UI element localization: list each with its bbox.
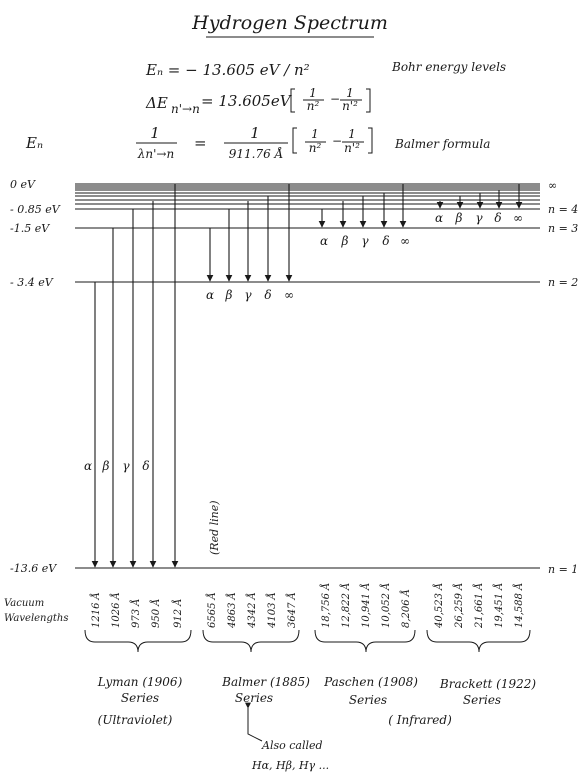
brackett-greek-label: α: [434, 211, 444, 225]
also-called-line2: Hα, Hβ, Hγ ...: [252, 759, 330, 772]
ultraviolet-label: (Ultraviolet): [97, 713, 173, 727]
energy-axis-label: Eₙ: [26, 134, 44, 152]
brackett-wavelength: 21,661 Å: [474, 582, 485, 628]
frac-minus: −: [332, 134, 343, 148]
brackett-greek-label: δ: [494, 211, 502, 225]
lyman-wavelength: 973 Å: [131, 598, 142, 628]
also-called-pointer: [248, 708, 262, 741]
brackett-brace: [427, 630, 530, 652]
lyman-brace: [85, 630, 191, 652]
energy-label: - 0.85 eV: [10, 203, 60, 216]
brackett-wavelength: 40,523 Å: [434, 582, 445, 628]
brackett-greek-label: β: [455, 211, 463, 225]
vacuum-label: Vacuum: [4, 598, 45, 609]
balmer-greek-label: γ: [244, 288, 252, 302]
balmer-rhs-numerator: 1: [250, 124, 260, 142]
frac-minus: −: [330, 92, 341, 106]
lyman-wavelength: 912 Å: [173, 598, 184, 628]
energy-label: 0 eV: [10, 178, 35, 191]
red-line-label: (Red line): [208, 500, 221, 555]
energy-label: - 3.4 eV: [10, 276, 53, 289]
brackett-greek-label: ∞: [513, 211, 523, 225]
frac-numerator: 1: [309, 86, 317, 100]
balmer-formula: [136, 124, 372, 161]
paschen-greek-label: ∞: [400, 234, 410, 248]
energy-label: -1.5 eV: [10, 222, 50, 235]
page-title: Hydrogen Spectrum: [192, 12, 388, 34]
balmer-formula-label: Balmer formula: [395, 137, 491, 151]
lyman-wavelength: 1216 Å: [91, 592, 102, 628]
balmer-greek-label: β: [225, 288, 233, 302]
paschen-brace: [315, 630, 415, 652]
brackett-wavelength: 26,259 Å: [454, 582, 465, 628]
balmer-greek-label: δ: [264, 288, 272, 302]
paschen-greek-label: α: [319, 234, 329, 248]
paschen-greek-label: β: [341, 234, 349, 248]
balmer-wavelength: 4342 Å: [247, 592, 258, 628]
balmer-greek-label: α: [205, 288, 215, 302]
brackett-series-word: Series: [462, 693, 502, 707]
bohr-formula: Eₙ = − 13.605 eV / n²: [146, 61, 310, 79]
lyman-wavelength: 1026 Å: [111, 592, 122, 628]
paschen-greek-label: δ: [382, 234, 390, 248]
n-label: n = 4: [548, 203, 579, 216]
balmer-rhs-denominator: 911.76 Å: [228, 147, 284, 161]
frac-denominator: n²: [306, 99, 320, 113]
delta-e-subscript: n'→n: [171, 102, 200, 116]
balmer-lhs-numerator: 1: [150, 124, 160, 142]
delta-e-symbol: ΔE: [146, 94, 168, 112]
also-called-line1: Also called: [262, 739, 323, 752]
brackett-wavelength: 19,451 Å: [494, 582, 505, 628]
n-label: n = 1: [548, 563, 579, 576]
bohr-label: Bohr energy levels: [392, 60, 507, 74]
lyman-series-word: Series: [120, 691, 160, 705]
balmer-wavelength: 4103 Å: [267, 592, 278, 628]
frac-numerator: 1: [311, 127, 319, 141]
frac-numerator: 1: [346, 86, 354, 100]
paschen-wavelength: 10,941 Å: [361, 582, 372, 628]
frac-numerator: 1: [348, 127, 356, 141]
n-label: ∞: [548, 179, 558, 192]
paschen-series-word: Series: [348, 693, 388, 707]
wavelength-labels: [90, 583, 525, 629]
wavelengths-label: Wavelengths: [4, 613, 69, 624]
balmer-brace: [203, 630, 299, 652]
balmer-equals: =: [194, 134, 207, 152]
transition-labels: [84, 211, 523, 473]
delta-e-rhs: = 13.605eV: [201, 92, 291, 110]
paschen-wavelength: 18,756 Å: [321, 582, 332, 628]
lyman-series-name: Lyman (1906): [97, 675, 183, 689]
paschen-wavelength: 8,206 Å: [401, 588, 412, 628]
balmer-wavelength: 3647 Å: [287, 592, 298, 628]
balmer-wavelength: 6565 Å: [207, 592, 218, 628]
balmer-greek-label: ∞: [284, 288, 294, 302]
paschen-greek-label: γ: [361, 234, 369, 248]
frac-denominator: n'²: [344, 141, 360, 155]
energy-label: -13.6 eV: [10, 562, 57, 575]
lyman-greek-label: α: [83, 459, 93, 473]
frac-denominator: n²: [308, 141, 322, 155]
brackett-series-name: Brackett (1922): [439, 677, 537, 691]
lyman-greek-label: δ: [142, 459, 150, 473]
balmer-series-word: Series: [234, 691, 274, 705]
n-label: n = 3: [548, 222, 579, 235]
lyman-greek-label: β: [102, 459, 110, 473]
frac-denominator: n'²: [342, 99, 358, 113]
lyman-wavelength: 950 Å: [151, 598, 162, 628]
brackett-wavelength: 14,588 Å: [514, 582, 525, 628]
lyman-greek-label: γ: [122, 459, 130, 473]
balmer-lhs-denominator: λn'→n: [137, 147, 175, 161]
transition-arrows: [95, 184, 519, 567]
paschen-wavelength: 12,822 Å: [341, 582, 352, 628]
n-label: n = 2: [548, 276, 579, 289]
balmer-series-name: Balmer (1885): [222, 675, 310, 689]
brackett-greek-label: γ: [475, 211, 483, 225]
balmer-wavelength: 4863 Å: [227, 592, 238, 628]
infrared-label: ( Infrared): [388, 713, 452, 727]
delta-bracket-expression: [291, 86, 370, 113]
paschen-wavelength: 10,052 Å: [381, 582, 392, 628]
paschen-series-name: Paschen (1908): [324, 675, 418, 689]
